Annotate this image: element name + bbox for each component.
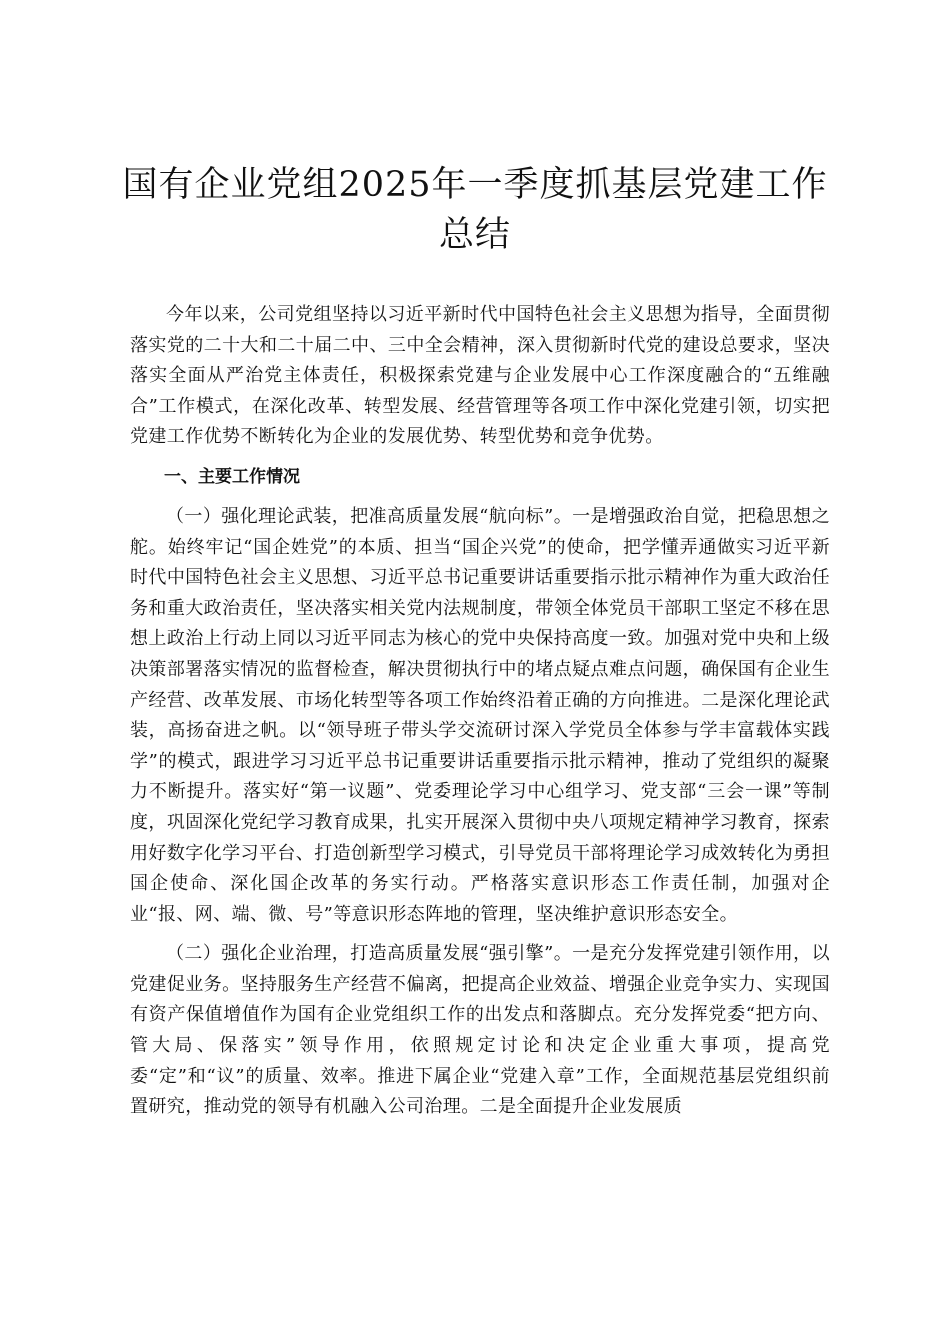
title-line-2: 总结: [438, 215, 511, 255]
paragraph-governance: （二）强化企业治理，打造高质量发展“强引擎”。一是充分发挥党建引领作用，以党建促业务。坚持服务生产经营不偏离，把提高企业效益、增强企业竞争实力、实现国有资产保值增值作为国有企业党组织工作的出发点和落脚点。充分发挥党委“把方向、管大局、保落实”领导作用，依照规定讨论和决定企业重大事项，提高党委“定”和“议”的质量、效率。推进下属企业“党建入章”工作，全面规范基层党组织前置研究，推动党的领导有机融入公司治理。二是全面提升企业发展质: [130, 943, 830, 1118]
section-heading: 一、主要工作情况: [164, 466, 300, 487]
document-body: [130, 300, 830, 1132]
title-line-1: 国有企业党组2025年一季度抓基层党建工作: [122, 165, 828, 205]
paragraph-theory: （一）强化理论武装，把准高质量发展“航向标”。一是增强政治自觉，把稳思想之舵。始终牢记“国企姓党”的本质、担当“国企兴党”的使命，把学懂弄通做实习近平新时代中国特色社会主义思想、习近平总书记重要讲话重要指示批示精神作为重大政治任务和重大政治责任，坚决落实相关党内法规制度，带领全体党员干部职工坚定不移在思想上政治上行动上同以习近平同志为核心的党中央保持高度一致。加强对党中央和上级决策部署落实情况的监督检查，解决贯彻执行中的堵点疑点难点问题，确保国有企业生产经营、改革发展、市场化转型等各项工作始终沿着正确的方向推进。二是深化理论武装，高扬奋进之帆。以“领导班子带头学交流研讨深入学党员全体参与学丰富载体实践学”的模式，跟进学习习近平总书记重要讲话重要指示批示精神，推动了党组织的凝聚力不断提升。落实好“第一议题”、党委理论学习中心组学习、党支部“三会一课”等制度，巩固深化党纪学习教育成果，扎实开展深入贯彻中央八项规定精神学习教育，探索用好数字化学习平台、打造创新型学习模式，引导党员干部将理论学习成效转化为勇担国企使命、深化国企改革的务实行动。严格落实意识形态工作责任制，加强对企业“报、网、端、微、号”等意识形态阵地的管理，坚决维护意识形态安全。: [130, 505, 830, 925]
intro-paragraph: 今年以来，公司党组坚持以习近平新时代中国特色社会主义思想为指导，全面贯彻落实党的二十大和二十届二中、三中全会精神，深入贯彻新时代党的建设总要求，坚决落实全面从严治党主体责任，积极探索党建与企业发展中心工作深度融合的“五维融合”工作模式，在深化改革、转型发展、经营管理等各项工作中深化党建引领，切实把党建工作优势不断转化为企业的发展优势、转型优势和竞争优势。: [130, 304, 830, 448]
document-title: [120, 160, 830, 260]
